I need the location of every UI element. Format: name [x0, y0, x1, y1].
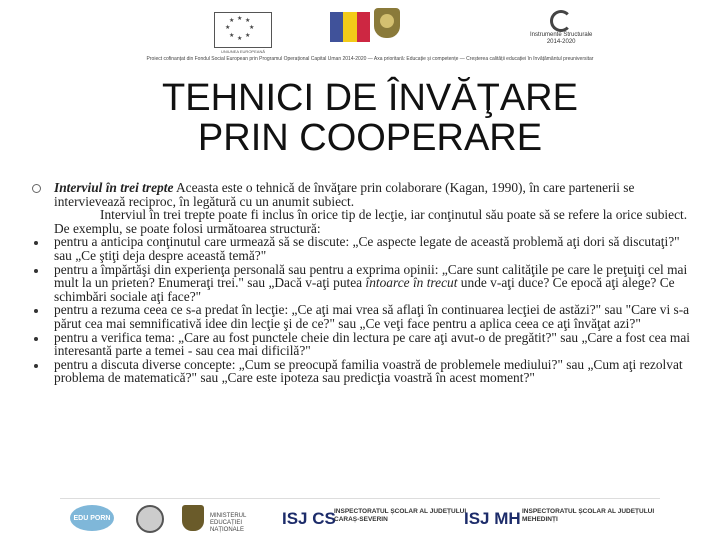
footer-logos [70, 505, 690, 535]
header-logos [212, 6, 612, 54]
is-caption-2: 2014-2020 [546, 39, 576, 45]
bullet-text-4: pentru a verifica tema: „Care au fost punctele cheie din lectura pe care aţi avut-o de pregătit?" sau „Care a fost cea mai interesantă parte a temei - sau cea mai dificilă?" [54, 329, 690, 359]
title-line-2: PRIN COOPERARE [197, 117, 543, 159]
bullet-item-5 [32, 358, 692, 385]
bullet-item-4 [32, 331, 692, 358]
crest-icon [374, 8, 400, 38]
eu-caption: UNIUNEA EUROPEANĂ [220, 49, 265, 54]
intro-italic: Interviul în trei trepte [54, 180, 174, 195]
government-crest-logo [374, 8, 400, 38]
ring-bullet-icon [32, 184, 41, 193]
edu-logo: EDU PORN [70, 505, 114, 531]
eu-logo [214, 12, 272, 54]
intro-paragraph [32, 181, 692, 235]
header-fine-print: Proiect cofinanțat din Fondul Social European prin Programul Operațional Capital Uman 2014-2020 — Axa prioritară: Educație și competențe — Creșterea calității educației în învățământul preuniversitar [146, 56, 594, 62]
isj-cs-logo: ISJ CS [282, 509, 336, 528]
ministry-logo-text: MINISTERUL EDUCAȚIEI NAȚIONALE [210, 513, 247, 533]
bullet-text-1: pentru a anticipa conţinutul care urmează să se discute: „Ce aspecte legate de această problemă aţi dori să discutaţi?" sau „Ce ştiţi deja despre această temă?" [54, 234, 680, 263]
bullet-item-2 [32, 263, 692, 304]
bullet-item-3 [32, 303, 692, 330]
is-mark-icon [550, 10, 572, 32]
instrumente-structurale-logo [530, 10, 592, 46]
portrait-logo [136, 505, 164, 533]
isj-mh-text: INSPECTORATUL ȘCOLAR AL JUDEȚULUI MEHEDINȚI [522, 508, 655, 523]
bullet-text-2a: pentru a împărtăşi din experienţa personală sau pentru a exprima opinii: „Care sunt calităţile pe care le preţuiţi cel mai mult la un prieten? Enumeraţi trei." sau „Dacă v-aţi putea [54, 261, 688, 291]
bullet-text-5: pentru a discuta diverse concepte: „Cum se preocupă familia voastră de problemele mediului?" sau „Cum aţi rezolvat problema de matematică?" sau „Care este ipoteza sau predicţia voastră în acest moment?" [54, 356, 683, 386]
isj-cs-text: INSPECTORATUL ȘCOLAR AL JUDEȚULUI CARAȘ-SEVERIN [334, 508, 467, 523]
title-line-1: TEHNICI DE ÎNVĂŢARE [162, 77, 578, 119]
is-caption-1: Instrumente Structurale [530, 32, 593, 38]
isj-mh-logo: ISJ MH [464, 509, 521, 528]
bullet-dot-icon [34, 269, 38, 273]
romania-flag-logo [330, 12, 370, 42]
footer-divider [60, 498, 660, 499]
bullet-text-2c: unde v-aţi duce? Ce epocă aţi alege? Ce schimbări sociale aţi face?" [54, 275, 675, 304]
bullet-text-3: pentru a rezuma ceea ce s-a predat în lecţie: „Ce aţi mai vrea să aflaţi în continuarea lecţiei de astăzi?" sau "Care vi s-a părut cea mai semnificativă idee din lecţie şi de ce?" sau „Ce veţi face pentru a aplica ceea ce aţi învăţat azi?" [54, 302, 690, 331]
page-title [150, 78, 590, 158]
bullet-dot-icon [34, 309, 38, 313]
romania-flag-icon [330, 12, 370, 42]
bullet-dot-icon [34, 337, 38, 341]
bullet-text-2b: întoarce în trecut [365, 275, 458, 291]
bullet-dot-icon [34, 364, 38, 368]
intro-text-2: Interviul în trei trepte poate fi inclus în orice tip de lecţie, iar conţinutul său poate să se refere la orice subiect. De exemplu, se poate folosi următoarea structură: [54, 207, 688, 236]
bullet-dot-icon [34, 241, 38, 245]
bullet-item-1 [32, 235, 692, 262]
intro-text: Aceasta este o tehnică de învăţare prin colaborare (Kagan, 1990), în care partenerii se intervievează reciproc, în legătură cu un anumit subiect. [54, 180, 635, 209]
content-body [32, 181, 692, 385]
crest-footer-icon [182, 505, 204, 531]
eu-flag-icon: ★ ★ ★ ★ ★ ★ ★ ★ [214, 12, 272, 48]
